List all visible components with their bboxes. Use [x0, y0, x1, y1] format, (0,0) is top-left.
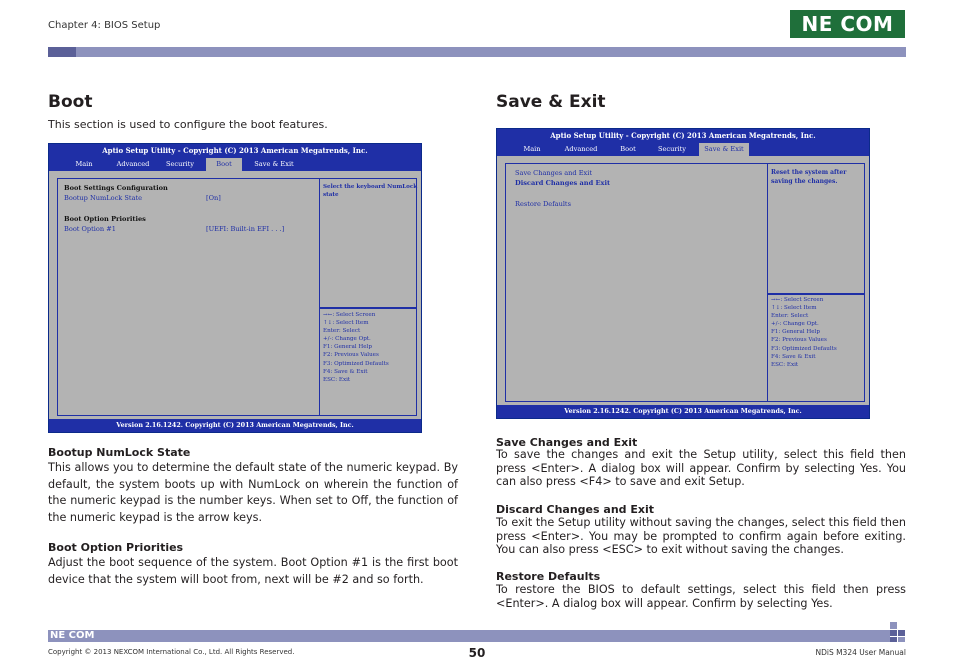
- tab-security[interactable]: Security: [166, 160, 194, 168]
- numlock-heading: Bootup NumLock State: [48, 446, 191, 459]
- priorities-header: Boot Option Priorities: [64, 215, 146, 223]
- boot-option-1-value[interactable]: [UEFI: Built-in EFI . . .]: [206, 225, 285, 233]
- bottom-bar: [48, 630, 890, 642]
- numlock-label[interactable]: Bootup NumLock State: [64, 194, 143, 202]
- logo-text: [790, 10, 905, 38]
- footer-square-1: [890, 630, 897, 636]
- bios-tabs: [49, 158, 421, 171]
- key-enter: Enter: Select: [323, 328, 361, 335]
- key-select-screen: →←: Select Screen: [771, 297, 824, 303]
- chapter-label: Chapter 4: BIOS Setup: [48, 20, 161, 31]
- tab-main[interactable]: Main: [75, 160, 93, 168]
- settings-header: Boot Settings Configuration: [64, 184, 168, 192]
- manual-name: NDiS M324 User Manual: [815, 648, 906, 657]
- help-line-1: Select the keyboard NumLock: [323, 184, 418, 190]
- key-legend: [771, 296, 837, 369]
- save-exit-title: Save & Exit: [496, 92, 606, 112]
- key-select-item: ↑↓: Select Item: [771, 305, 817, 312]
- key-f1: F1: General Help: [771, 329, 820, 336]
- bios-footer: Version 2.16.1242. Copyright (C) 2013 American Megatrends, Inc.: [49, 419, 421, 432]
- save-exit-bios-screen: [496, 128, 870, 419]
- restore-defaults-heading: Restore Defaults: [496, 570, 601, 583]
- bios-title: Aptio Setup Utility - Copyright (C) 2013 American Megatrends, Inc.: [49, 144, 421, 158]
- priorities-description: Adjust the boot sequence of the system. Boot Option #1 is the first boot device that the system will boot from, next will be #2 and so forth.: [48, 556, 458, 586]
- tab-security[interactable]: Security: [658, 145, 686, 153]
- key-enter: Enter: Select: [771, 313, 809, 320]
- key-select-screen: →←: Select Screen: [323, 312, 376, 318]
- key-f4: F4: Save & Exit: [323, 368, 368, 375]
- save-changes-heading: Save Changes and Exit: [496, 436, 638, 449]
- boot-option-1-label[interactable]: Boot Option #1: [64, 225, 116, 233]
- boot-intro: This section is used to configure the boot features.: [48, 118, 328, 131]
- tab-boot[interactable]: Boot: [206, 158, 242, 171]
- key-legend: [323, 311, 389, 384]
- boot-bios-screen: [48, 143, 422, 433]
- footer-square-5: [890, 622, 897, 629]
- key-f3: F3: Optimized Defaults: [771, 345, 837, 352]
- help-line-2: state: [323, 192, 339, 198]
- footer-square-4: [898, 637, 905, 642]
- nexcom-logo: [790, 10, 905, 38]
- help-line-1: Reset the system after: [771, 169, 847, 176]
- discard-changes-description: To exit the Setup utility without saving the changes, select this field then press <Enter>. You may be prompted to confirm again before exiting. You can also press <ESC> to exit without saving the changes.: [496, 516, 906, 556]
- key-f1: F1: General Help: [323, 344, 372, 351]
- save-changes-exit-item[interactable]: Save Changes and Exit: [515, 169, 593, 177]
- numlock-value[interactable]: [On]: [206, 194, 221, 202]
- page-number: 50: [468, 646, 486, 660]
- tab-main[interactable]: Main: [523, 145, 541, 153]
- bios-footer: Version 2.16.1242. Copyright (C) 2013 American Megatrends, Inc.: [497, 405, 869, 418]
- key-f2: F2: Previous Values: [771, 337, 827, 344]
- copyright: Copyright © 2013 NEXCOM International Co., Ltd. All Rights Reserved.: [48, 648, 295, 656]
- footer-logo: NE COM: [50, 630, 95, 641]
- top-bar-mark: [48, 47, 76, 57]
- footer-square-2: [898, 630, 905, 636]
- tab-save-exit[interactable]: Save & Exit: [699, 143, 749, 156]
- key-change-opt: +/-: Change Opt.: [323, 336, 371, 343]
- footer-square-3: [890, 637, 897, 642]
- key-f4: F4: Save & Exit: [771, 353, 816, 360]
- key-select-item: ↑↓: Select Item: [323, 320, 369, 327]
- bios-tabs: [497, 143, 869, 156]
- key-f3: F3: Optimized Defaults: [323, 360, 389, 367]
- restore-defaults-description: To restore the BIOS to default settings, select this field then press <Enter>. A dialog box will appear. Confirm by selecting Yes.: [496, 583, 906, 610]
- discard-changes-heading: Discard Changes and Exit: [496, 503, 654, 516]
- key-change-opt: +/-: Change Opt.: [771, 321, 819, 328]
- key-esc: ESC: Exit: [323, 376, 351, 383]
- save-changes-description: To save the changes and exit the Setup utility, select this field then press <Enter>. A dialog box will appear. Confirm by selecting Yes. You can also press <F4> to save and exit Setup.: [496, 448, 906, 488]
- tab-advanced[interactable]: Advanced: [564, 145, 598, 153]
- bios-title: Aptio Setup Utility - Copyright (C) 2013 American Megatrends, Inc.: [497, 129, 869, 143]
- boot-title: Boot: [48, 92, 93, 112]
- priorities-heading: Boot Option Priorities: [48, 541, 184, 554]
- numlock-description: This allows you to determine the default state of the numeric keypad. By default, the system boots up with NumLock on wherein the function of the numeric keypad is the number keys. When set to Off, the function of the numeric keypad is the arrow keys.: [48, 461, 458, 524]
- key-esc: ESC: Exit: [771, 361, 799, 368]
- restore-defaults-item[interactable]: Restore Defaults: [515, 200, 571, 208]
- top-bar: [48, 47, 906, 57]
- key-f2: F2: Previous Values: [323, 352, 379, 359]
- discard-changes-exit-item[interactable]: Discard Changes and Exit: [515, 179, 611, 187]
- tab-boot[interactable]: Boot: [620, 145, 636, 153]
- tab-advanced[interactable]: Advanced: [116, 160, 150, 168]
- logo-lettering: NE COM: [801, 12, 894, 36]
- tab-save-exit[interactable]: Save & Exit: [254, 160, 294, 168]
- help-line-2: saving the changes.: [771, 178, 838, 185]
